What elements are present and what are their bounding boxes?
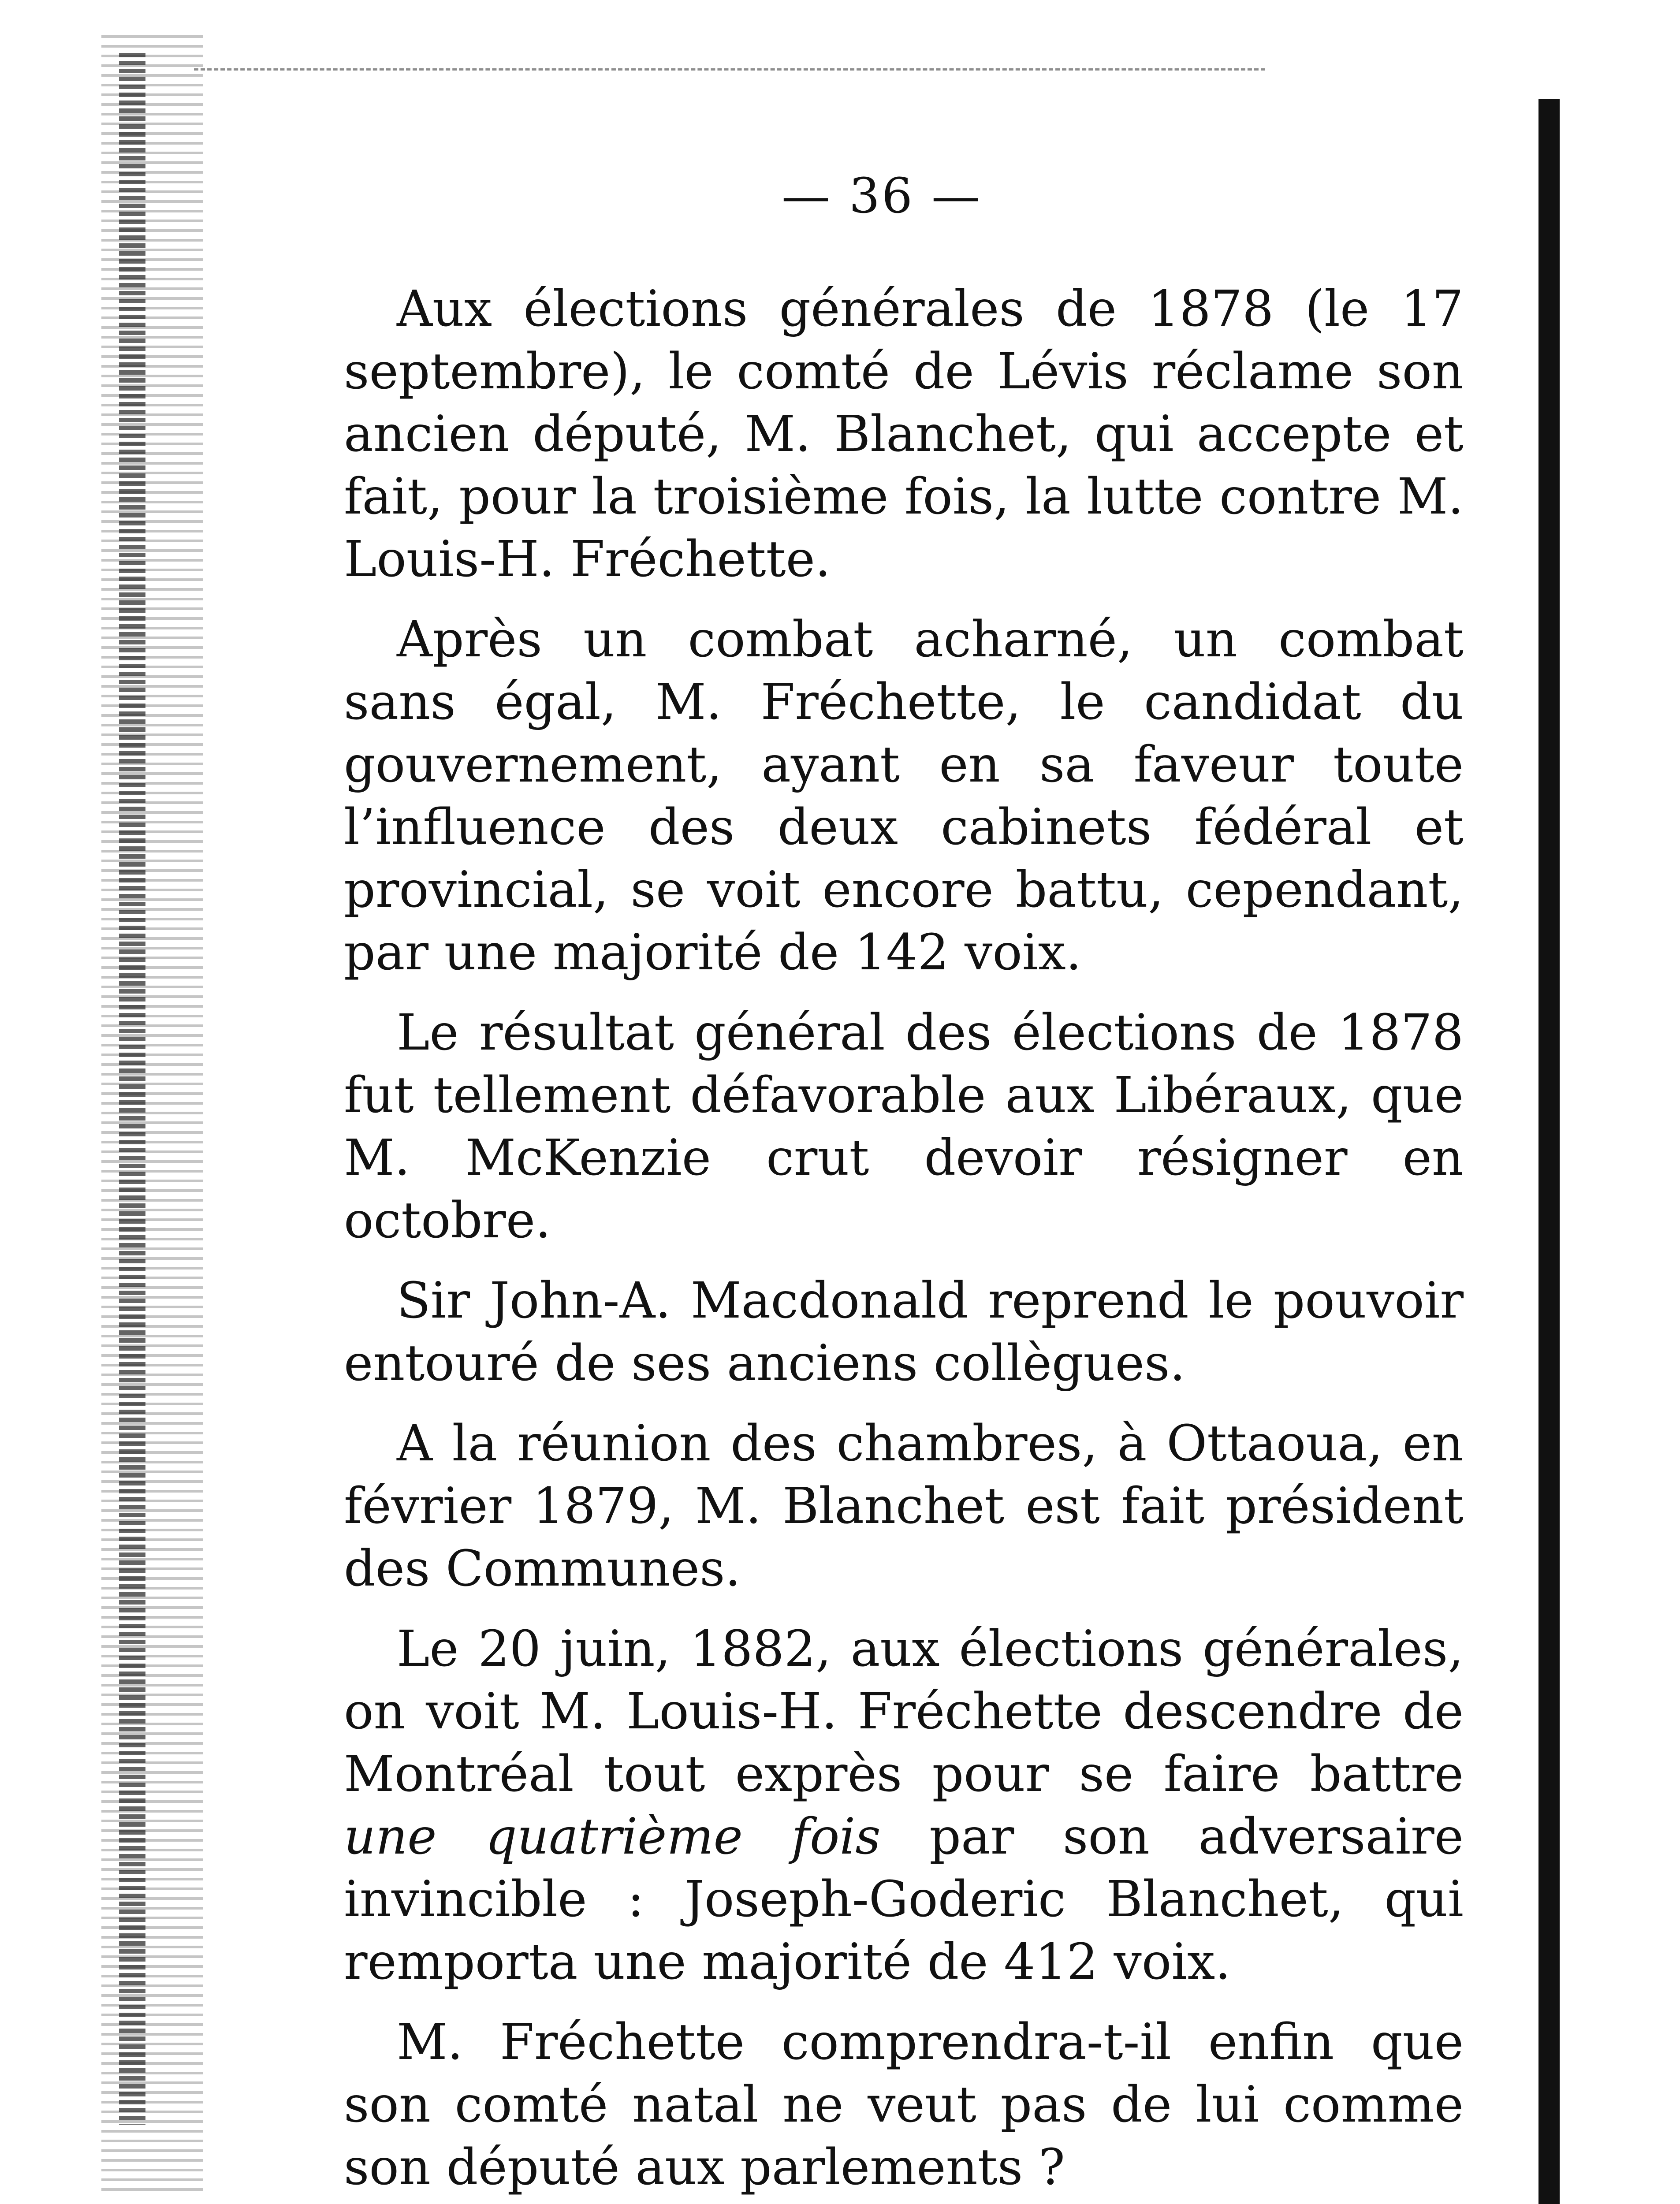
right-edge-bar [1538,99,1560,2204]
top-scan-line [194,68,1265,71]
binding-shadow [119,53,145,2125]
paragraph-6-part-1: Le 20 juin, 1882, aux élections générales, on voit M. Louis-H. Fréchette descendre de Montréal tout exprès pour se faire battre [344,1620,1464,1803]
paragraph-6-part-2: par son adversaire invincible : Joseph-Goderic Blanchet, qui remporta une majorité de 412 voix. [344,1808,1464,1991]
paragraph-3: Le résultat général des élections de 1878 fut tellement défavorable aux Libéraux, que M. McKenzie crut devoir résigner en octobre. [344,1004,1464,1249]
paragraph-6-italic: une quatrième fois [344,1808,881,1865]
paragraph-1: Aux élections générales de 1878 (le 17 septembre), le comté de Lévis réclame son ancien député, M. Blanchet, qui accepte et fait, pour la troisième fois, la lutte contre M. Louis-H. Fréchette. [344,280,1464,588]
paragraph-6 [344,1618,1464,1993]
body-text [344,278,1464,2204]
paragraph-4: Sir John-A. Macdonald reprend le pouvoir entouré de ses anciens collègues. [344,1272,1464,1392]
paragraph-2: Après un combat acharné, un combat sans égal, M. Fréchette, le candidat du gouvernement, ayant en sa faveur toute l’influence des deux cabinets fédéral et provincial, se voit encore battu, cependant, par une majorité de 142 voix. [344,611,1464,981]
paragraph-7: M. Fréchette comprendra-t-il enfin que son comté natal ne veut pas de lui comme son député aux parlements ? [344,2014,1464,2196]
paragraph-5: A la réunion des chambres, à Ottaoua, en février 1879, M. Blanchet est fait président des Communes. [344,1415,1464,1597]
binding-edge-artifact [101,35,203,2195]
page-number: — 36 — [782,168,982,224]
